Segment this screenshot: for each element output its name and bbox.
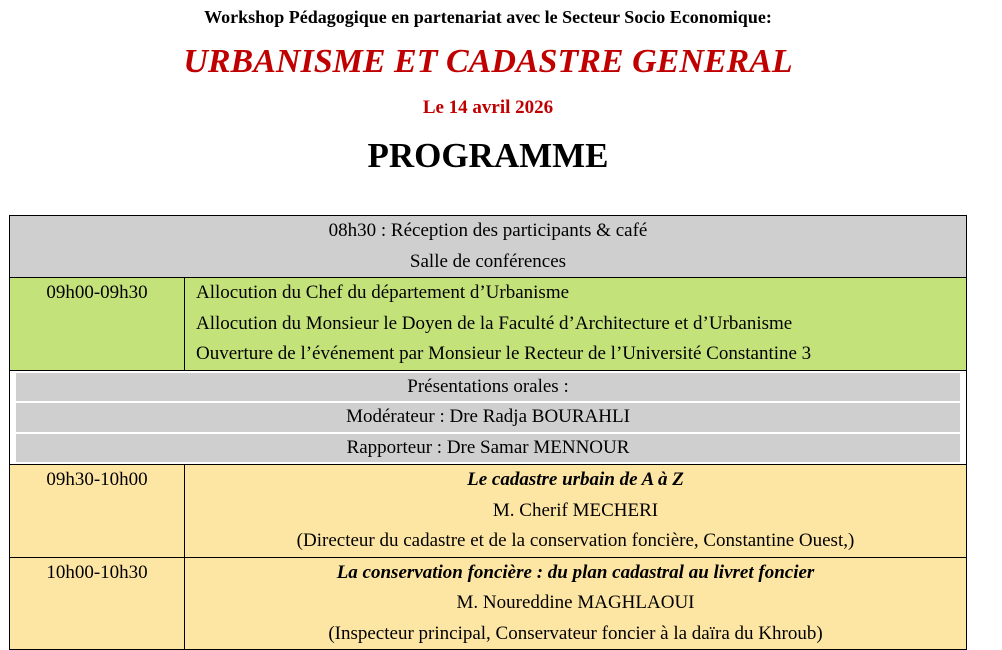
opening-details [185,278,967,371]
reception-venue-text: Salle de conférences [409,250,567,272]
session-heading: Présentations orales : [16,373,960,402]
talk-affiliation: (Directeur du cadastre et de la conservation foncière, Constantine Ouest,) [296,530,855,551]
programme-heading: PROGRAMME [367,136,609,175]
session-moderator: Modérateur : Dre Radja BOURAHLI [16,403,960,432]
session-row [10,370,967,465]
reception-cell [10,216,967,278]
opening-time: 09h00-09h30 [10,278,185,371]
opening-line: Ouverture de l’événement par Monsieur le Recteur de l’Université Constantine 3 [196,343,812,364]
talk-details [185,557,967,650]
talk-affiliation: (Inspecteur principal, Conservateur foncier à la daïra du Khroub) [328,622,823,644]
programme-table [9,215,967,650]
talk-row [10,557,967,650]
talk-speaker: M. Cherif MECHERI [492,499,659,521]
event-date: Le 14 avril 2026 [422,97,554,118]
talk-details [185,465,967,558]
session-rapporteur: Rapporteur : Dre Samar MENNOUR [16,434,960,463]
talk-title: La conservation foncière : du plan cadastral au livret foncier [336,561,815,583]
opening-line: Allocution du Chef du département d’Urbanisme [196,282,570,303]
talk-time: 10h00-10h30 [10,557,185,650]
event-title: URBANISME ET CADASTRE GENERAL [183,43,793,80]
reception-row [10,216,967,278]
workshop-subtitle: Workshop Pédagogique en partenariat avec le Secteur Socio Economique: [204,7,772,27]
talk-speaker: M. Noureddine MAGHLAOUI [456,592,695,613]
opening-row [10,278,967,371]
session-cell [10,370,967,465]
reception-time-text: 08h30 : Réception des participants & café [328,220,648,241]
opening-line: Allocution du Monsieur le Doyen de la Faculté d’Architecture et d’Urbanisme [196,312,793,334]
talk-row [10,465,967,558]
talk-title: Le cadastre urbain de A à Z [467,469,684,490]
talk-time: 09h30-10h00 [10,465,185,558]
